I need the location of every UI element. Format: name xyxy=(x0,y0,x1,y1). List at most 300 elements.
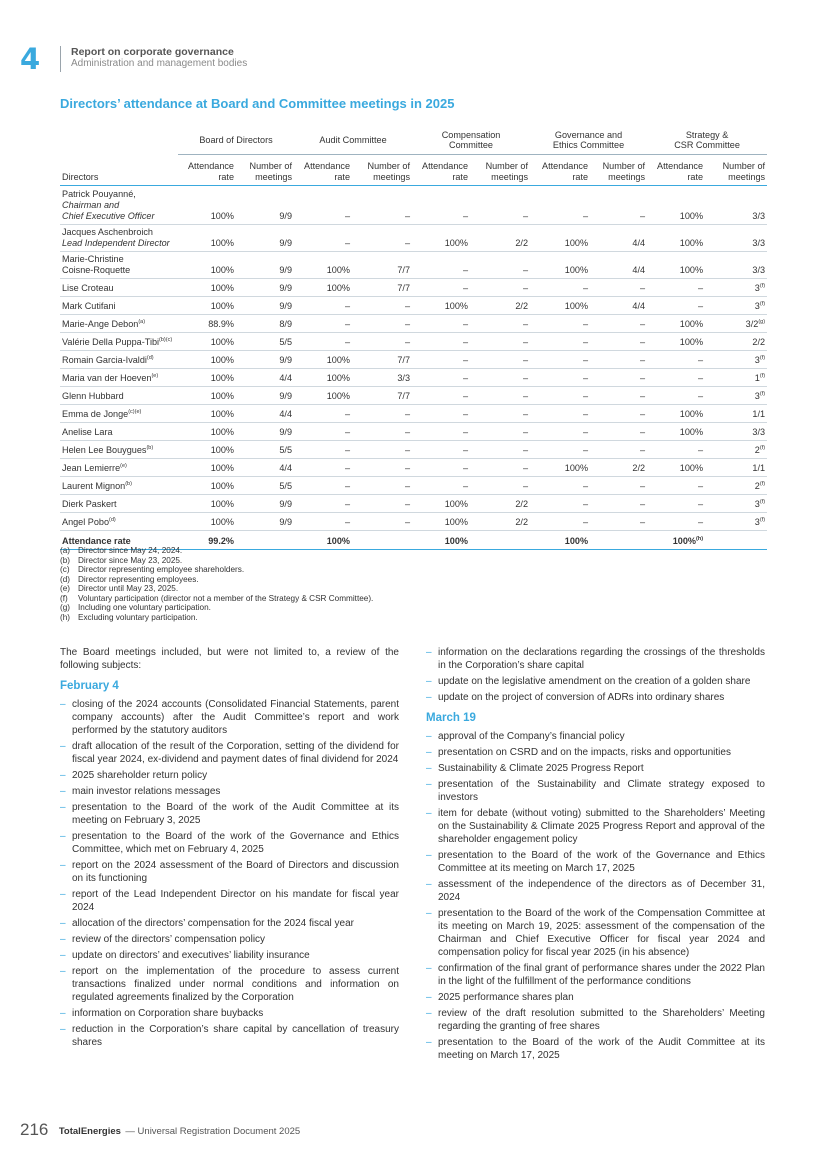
table-cell xyxy=(590,495,647,513)
list-item xyxy=(426,962,765,988)
dash-bullet-icon: – xyxy=(60,1008,66,1019)
cell-value: 2/2 xyxy=(515,517,529,527)
total-rate xyxy=(530,531,590,550)
director-name xyxy=(60,387,178,405)
footnote-ref: (f) xyxy=(759,373,766,379)
cell-value: 2 xyxy=(754,481,760,491)
cell-value: 100% xyxy=(326,355,351,365)
cell-value: – xyxy=(522,283,529,293)
cell-value: 3/2 xyxy=(745,319,759,329)
dash-bullet-icon: – xyxy=(60,934,66,945)
section-title: Directors’ attendance at Board and Committee meetings in 2025 xyxy=(60,96,455,111)
cell-value: – xyxy=(344,409,351,419)
cell-value: 100% xyxy=(444,517,469,527)
dash-bullet-icon: – xyxy=(426,779,432,790)
cell-value: – xyxy=(404,427,411,437)
number-of-meetings-header: Number of meetings xyxy=(352,155,412,186)
table-cell xyxy=(530,252,590,279)
cell-value: 88.9% xyxy=(208,319,234,329)
cell-value: 100% xyxy=(210,463,234,473)
cell-value: – xyxy=(639,319,646,329)
cell-value: – xyxy=(522,445,529,455)
cell-value: – xyxy=(462,265,469,275)
table-cell xyxy=(470,315,530,333)
table-cell xyxy=(294,405,352,423)
cell-value: 3 xyxy=(754,517,760,527)
table-cell xyxy=(236,186,294,225)
cell-value: – xyxy=(462,373,469,383)
table-row xyxy=(60,297,767,315)
table-cell xyxy=(236,225,294,252)
cell-value: – xyxy=(404,409,411,419)
footnote-ref: (h) xyxy=(696,536,704,542)
list-item xyxy=(60,949,399,962)
table-cell xyxy=(352,459,412,477)
cell-value: 3 xyxy=(754,391,760,401)
table-cell xyxy=(705,186,767,225)
table-cell xyxy=(647,459,705,477)
cell-value: 100% xyxy=(679,319,704,329)
table-cell xyxy=(530,225,590,252)
header-subtitle: Administration and management bodies xyxy=(71,58,248,69)
table-cell xyxy=(236,459,294,477)
list-item-text: closing of the 2024 accounts (Consolidated Financial Statements, parent company accounts) after the Audit Committee’s report and work performed by the statutory auditors xyxy=(72,699,399,736)
dash-bullet-icon: – xyxy=(60,802,66,813)
table-cell xyxy=(647,297,705,315)
list-item xyxy=(60,1007,399,1020)
list-item-text: main investor relations messages xyxy=(72,786,221,797)
footnote-ref: (f) xyxy=(759,301,766,307)
table-cell xyxy=(470,441,530,459)
cell-value: 100% xyxy=(326,283,351,293)
table-cell xyxy=(236,297,294,315)
list-item-text: allocation of the directors’ compensation for the 2024 fiscal year xyxy=(72,918,355,929)
cell-value: – xyxy=(404,445,411,455)
table-cell xyxy=(352,225,412,252)
footnote-ref: (a) xyxy=(138,319,146,325)
table-cell xyxy=(590,252,647,279)
table-cell xyxy=(705,459,767,477)
cell-value: – xyxy=(344,238,351,248)
cell-value: – xyxy=(462,355,469,365)
footnote-ref: (b) xyxy=(125,481,132,487)
cell-value: – xyxy=(522,427,529,437)
table-cell xyxy=(705,351,767,369)
cell-value: – xyxy=(639,337,646,347)
footnote-text: Voluntary participation (director not a member of the Strategy & CSR Committee). xyxy=(78,593,374,603)
cell-value: – xyxy=(639,283,646,293)
footnote-text: Director since May 24, 2024. xyxy=(78,546,183,555)
committee-header: Governance and Ethics Committee xyxy=(530,124,647,155)
dash-bullet-icon: – xyxy=(426,1008,432,1019)
table-cell xyxy=(412,513,470,531)
table-notes xyxy=(60,546,373,622)
table-cell xyxy=(178,333,236,351)
cell-value: – xyxy=(462,463,469,473)
table-cell xyxy=(236,423,294,441)
director-name-text: Valérie Della Puppa-Tibi xyxy=(62,337,160,347)
table-cell xyxy=(705,423,767,441)
table-cell xyxy=(530,477,590,495)
dash-bullet-icon: – xyxy=(426,879,432,890)
cell-value: 2/2 xyxy=(515,301,529,311)
cell-value: – xyxy=(582,355,589,365)
table-cell xyxy=(647,495,705,513)
table-cell xyxy=(530,423,590,441)
attendance-rate-header: Attendance rate xyxy=(178,155,236,186)
list-item xyxy=(426,730,765,743)
table-cell xyxy=(412,477,470,495)
director-name-text: Laurent Mignon xyxy=(62,481,126,491)
table-cell xyxy=(294,186,352,225)
cell-value: – xyxy=(697,283,704,293)
list-item-text: update on the legislative amendment on the creation of a golden share xyxy=(438,676,751,687)
cell-value: 3 xyxy=(754,283,760,293)
cell-value: – xyxy=(404,499,411,509)
attendance-rate-header: Attendance rate xyxy=(412,155,470,186)
director-name-text: Lise Croteau xyxy=(62,283,114,293)
director-name-text: Patrick Pouyanné, xyxy=(62,189,136,199)
table-cell xyxy=(294,315,352,333)
cell-value: 100% xyxy=(679,409,704,419)
director-name-text: Marie-Ange Debon xyxy=(62,319,139,329)
list-item xyxy=(426,807,765,846)
cell-value: 3 xyxy=(754,355,760,365)
table-cell xyxy=(412,297,470,315)
cell-value: – xyxy=(582,319,589,329)
cell-value: – xyxy=(639,409,646,419)
table-cell xyxy=(647,405,705,423)
table-cell xyxy=(530,441,590,459)
table-cell xyxy=(530,186,590,225)
table-row xyxy=(60,252,767,279)
list-item xyxy=(60,740,399,766)
table-cell xyxy=(412,351,470,369)
dash-bullet-icon: – xyxy=(60,889,66,900)
list-item xyxy=(60,888,399,914)
table-cell xyxy=(590,477,647,495)
table-cell xyxy=(647,423,705,441)
total-rate xyxy=(412,531,470,550)
cell-value: 100% xyxy=(210,337,234,347)
director-name xyxy=(60,252,178,279)
list-item-text: information on Corporation share buybacks xyxy=(72,1008,264,1019)
dash-bullet-icon: – xyxy=(60,831,66,842)
table-cell xyxy=(705,225,767,252)
table-cell xyxy=(352,279,412,297)
list-item-text: review of the draft resolution submitted to the Shareholders’ Meeting regarding the granting of free shares xyxy=(438,1008,765,1032)
attendance-table xyxy=(60,124,767,550)
list-item-text: draft allocation of the result of the Corporation, setting of the dividend for fiscal year 2024, ex-dividend and payment dates of final dividend for 2024 xyxy=(72,741,399,765)
footnote xyxy=(60,594,373,604)
list-item-text: information on the declarations regarding the crossings of the thresholds in the Corporation’s share capital xyxy=(438,647,765,671)
footnote-ref: (b)(c) xyxy=(159,337,173,343)
cell-value: 9/9 xyxy=(279,211,293,221)
table-cell xyxy=(530,315,590,333)
list-item xyxy=(60,769,399,782)
director-name-text: Emma de Jonge xyxy=(62,409,129,419)
director-name-text: Helen Lee Bouygues xyxy=(62,445,147,455)
dash-bullet-icon: – xyxy=(426,647,432,658)
cell-value: 100% xyxy=(210,211,234,221)
table-cell xyxy=(590,225,647,252)
cell-value: 2/2 xyxy=(752,337,766,347)
table-cell xyxy=(178,369,236,387)
cell-value: 2/2 xyxy=(632,463,646,473)
table-cell xyxy=(470,423,530,441)
director-name xyxy=(60,459,178,477)
cell-value: 100% xyxy=(564,238,589,248)
table-cell xyxy=(178,387,236,405)
director-name xyxy=(60,297,178,315)
total-rate xyxy=(647,531,705,550)
cell-value: – xyxy=(639,391,646,401)
total-label: Attendance rate xyxy=(60,531,178,550)
list-item xyxy=(426,646,765,672)
cell-value: 100% xyxy=(679,427,704,437)
director-name-text: Marie-Christine Coisne-Roquette xyxy=(62,254,131,275)
table-cell xyxy=(294,423,352,441)
cell-value: 9/9 xyxy=(279,265,293,275)
table-cell xyxy=(470,513,530,531)
cell-value: 100% xyxy=(210,409,234,419)
table-cell xyxy=(590,441,647,459)
committee-header: Board of Directors xyxy=(178,124,294,155)
cell-value: 8/9 xyxy=(279,319,293,329)
footnote-ref: (c)(e) xyxy=(128,409,142,415)
table-cell xyxy=(647,252,705,279)
cell-value: 100% xyxy=(326,391,351,401)
cell-value: 100% xyxy=(210,391,234,401)
cell-value: 100% xyxy=(444,301,469,311)
table-cell xyxy=(705,405,767,423)
list-item xyxy=(426,1007,765,1033)
number-of-meetings-header: Number of meetings xyxy=(705,155,767,186)
list-item xyxy=(426,762,765,775)
cell-value: 4/4 xyxy=(632,265,646,275)
cell-value: – xyxy=(582,211,589,221)
table-cell xyxy=(294,297,352,315)
table-cell xyxy=(294,387,352,405)
cell-value: – xyxy=(522,337,529,347)
table-cell xyxy=(294,369,352,387)
cell-value: 100% xyxy=(210,301,234,311)
table-cell xyxy=(647,369,705,387)
footer-brand: TotalEnergies xyxy=(58,1126,121,1138)
list-item xyxy=(426,991,765,1004)
footnote-text: Excluding voluntary participation. xyxy=(78,612,198,622)
intro-text: The Board meetings included, but were not limited to, a review of the following subjects: xyxy=(60,647,399,671)
director-name xyxy=(60,441,178,459)
cell-value: – xyxy=(344,337,351,347)
director-name xyxy=(60,513,178,531)
table-cell xyxy=(352,333,412,351)
footnote-ref: (f) xyxy=(759,517,766,523)
director-name xyxy=(60,405,178,423)
table-cell xyxy=(705,333,767,351)
list-item-text: update on the project of conversion of ADRs into ordinary shares xyxy=(438,692,725,703)
table-cell xyxy=(178,423,236,441)
cell-value: – xyxy=(522,355,529,365)
cell-value: – xyxy=(582,373,589,383)
list-item xyxy=(426,849,765,875)
cell-value: – xyxy=(582,391,589,401)
cell-value: – xyxy=(697,373,704,383)
cell-value: – xyxy=(639,211,646,221)
cell-value: – xyxy=(582,337,589,347)
footnote-ref: (f) xyxy=(759,283,766,289)
dash-bullet-icon: – xyxy=(60,918,66,929)
february-list-continued xyxy=(426,646,765,704)
director-role: Chairman and Chief Executive Officer xyxy=(62,200,155,221)
cell-value: 100% xyxy=(210,427,234,437)
table-cell xyxy=(236,315,294,333)
cell-value: 100% xyxy=(210,238,234,248)
table-cell xyxy=(470,297,530,315)
table-cell xyxy=(352,315,412,333)
dash-bullet-icon: – xyxy=(426,850,432,861)
table-row xyxy=(60,387,767,405)
footnote-ref: (f) xyxy=(759,355,766,361)
table-cell xyxy=(647,186,705,225)
table-cell xyxy=(412,441,470,459)
table-cell xyxy=(236,387,294,405)
list-item-text: presentation to the Board of the work of the Governance and Ethics Committee at its meeting on March 17, 2025 xyxy=(438,850,765,874)
director-name xyxy=(60,423,178,441)
footnote-key: (h) xyxy=(60,612,71,622)
table-cell xyxy=(352,513,412,531)
director-name xyxy=(60,495,178,513)
footnote xyxy=(60,556,373,566)
table-cell xyxy=(705,279,767,297)
list-item-text: assessment of the independence of the directors as of December 31, 2024 xyxy=(438,879,765,903)
table-cell xyxy=(412,405,470,423)
table-cell xyxy=(470,369,530,387)
footnote-text: Director until May 23, 2025. xyxy=(78,584,179,593)
list-item xyxy=(60,965,399,1004)
table-cell xyxy=(412,423,470,441)
table-cell xyxy=(590,315,647,333)
table-row xyxy=(60,186,767,225)
cell-value: 100% xyxy=(210,517,234,527)
footnote-ref: (f) xyxy=(759,499,766,505)
table-cell xyxy=(530,297,590,315)
list-item-text: presentation to the Board of the work of the Audit Committee at its meeting on March 17, 2025 xyxy=(438,1037,765,1061)
table-row xyxy=(60,441,767,459)
footnote-ref: (d) xyxy=(146,355,154,361)
table-cell xyxy=(590,297,647,315)
cell-value: – xyxy=(344,481,351,491)
table-row xyxy=(60,423,767,441)
table-cell xyxy=(590,387,647,405)
directors-header: Directors xyxy=(60,155,178,186)
committee-header: Audit Committee xyxy=(294,124,412,155)
list-item xyxy=(426,878,765,904)
table-cell xyxy=(470,459,530,477)
dash-bullet-icon: – xyxy=(426,1037,432,1048)
table-row xyxy=(60,369,767,387)
dash-bullet-icon: – xyxy=(60,741,66,752)
cell-value: 100% xyxy=(210,373,234,383)
cell-value: – xyxy=(344,499,351,509)
empty-cell xyxy=(705,531,767,550)
cell-value: – xyxy=(404,319,411,329)
list-item-text: reduction in the Corporation’s share capital by cancellation of treasury shares xyxy=(72,1024,399,1048)
cell-value: 100% xyxy=(210,499,234,509)
cell-value: – xyxy=(404,238,411,248)
cell-value: 9/9 xyxy=(279,283,293,293)
table-cell xyxy=(236,351,294,369)
cell-value: – xyxy=(344,463,351,473)
table-cell xyxy=(647,477,705,495)
table-cell xyxy=(647,279,705,297)
cell-value: 100% xyxy=(564,463,589,473)
table-row xyxy=(60,495,767,513)
february-list xyxy=(60,698,399,1049)
list-item xyxy=(60,859,399,885)
list-item-text: report on the 2024 assessment of the Board of Directors and discussion on its functioning xyxy=(72,860,399,884)
table-cell xyxy=(294,333,352,351)
table-cell xyxy=(705,297,767,315)
table-row xyxy=(60,405,767,423)
table-cell xyxy=(178,351,236,369)
cell-value: 5/5 xyxy=(279,481,293,491)
table-cell xyxy=(470,495,530,513)
table-cell xyxy=(178,477,236,495)
table-cell xyxy=(352,186,412,225)
table-cell xyxy=(647,513,705,531)
cell-value: 100% xyxy=(210,283,234,293)
table-cell xyxy=(412,369,470,387)
table-cell xyxy=(412,279,470,297)
table-cell xyxy=(530,459,590,477)
table-cell xyxy=(590,459,647,477)
cell-value: – xyxy=(639,499,646,509)
table-cell xyxy=(352,387,412,405)
header-divider xyxy=(60,46,61,72)
cell-value: – xyxy=(697,481,704,491)
cell-value: 100% xyxy=(679,238,704,248)
table-cell xyxy=(590,369,647,387)
director-name-text: Glenn Hubbard xyxy=(62,391,124,401)
table-cell xyxy=(352,405,412,423)
table-cell xyxy=(530,369,590,387)
footnote-ref: (g) xyxy=(758,319,766,325)
table-cell xyxy=(590,423,647,441)
cell-value: 2 xyxy=(754,445,760,455)
table-cell xyxy=(412,495,470,513)
cell-value: 2/2 xyxy=(515,499,529,509)
table-cell xyxy=(470,405,530,423)
director-name xyxy=(60,186,178,225)
table-cell xyxy=(294,279,352,297)
footnote-key: (e) xyxy=(60,584,71,593)
table-cell xyxy=(236,477,294,495)
cell-value: – xyxy=(522,211,529,221)
attendance-rate-header: Attendance rate xyxy=(530,155,590,186)
cell-value: – xyxy=(462,211,469,221)
table-cell xyxy=(294,513,352,531)
table-cell xyxy=(178,252,236,279)
table-cell xyxy=(705,369,767,387)
cell-value: 9/9 xyxy=(279,238,293,248)
cell-value: – xyxy=(404,337,411,347)
dash-bullet-icon: – xyxy=(426,692,432,703)
cell-value: – xyxy=(522,409,529,419)
director-name xyxy=(60,315,178,333)
director-name xyxy=(60,225,178,252)
list-item-text: Sustainability & Climate 2025 Progress Report xyxy=(438,763,644,774)
